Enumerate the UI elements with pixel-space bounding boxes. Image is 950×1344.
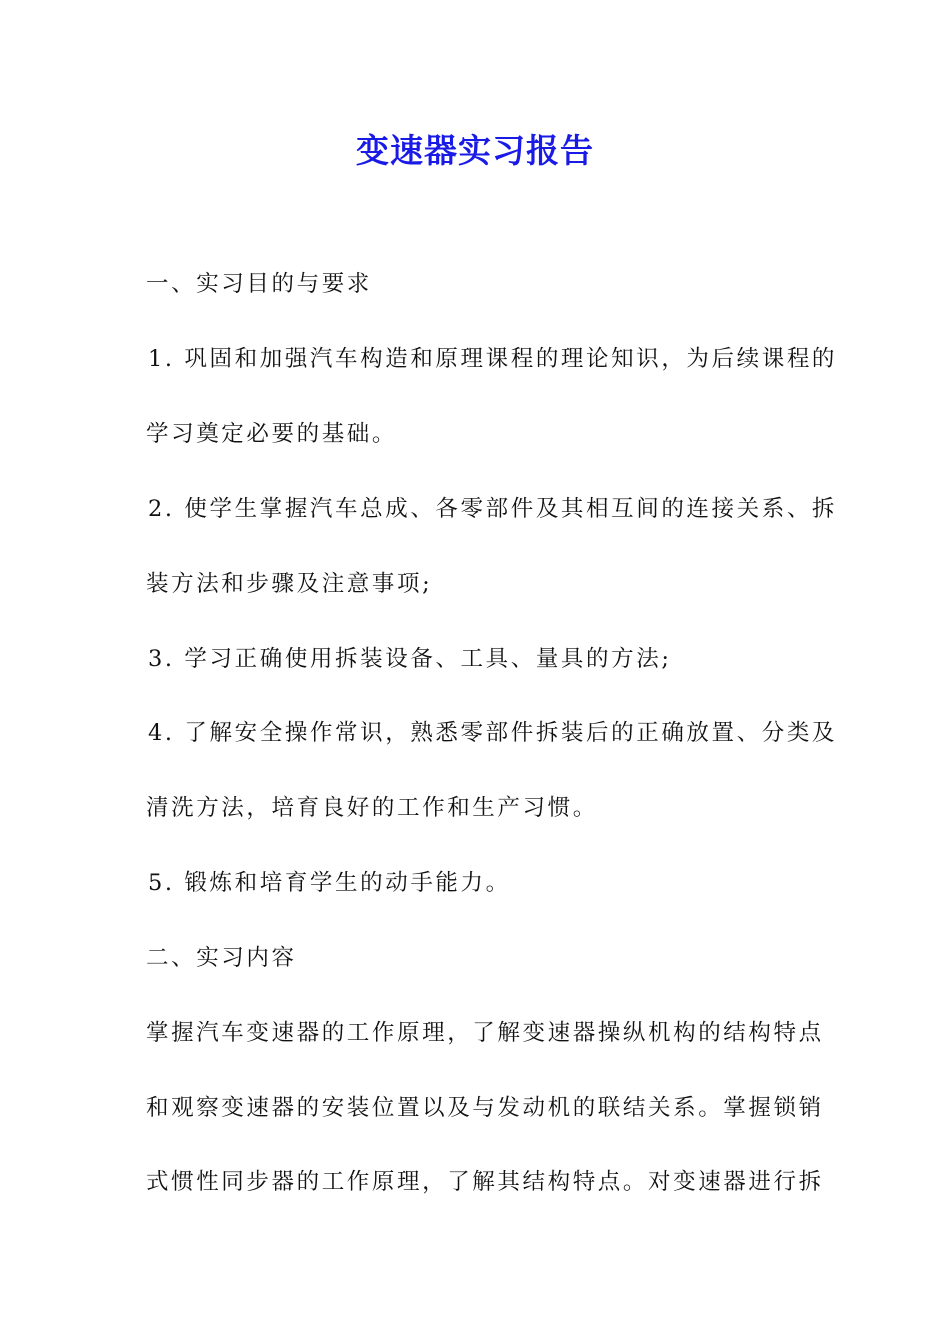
paragraph-line: 学习奠定必要的基础。 bbox=[146, 421, 398, 447]
paragraph-line: 2. 使学生掌握汽车总成、各零部件及其相互间的连接关系、拆 bbox=[148, 496, 838, 522]
section-heading-objectives: 一、实习目的与要求 bbox=[146, 271, 372, 297]
paragraph-line: 1. 巩固和加强汽车构造和原理课程的理论知识，为后续课程的 bbox=[148, 346, 838, 372]
paragraph-line: 5. 锻炼和培育学生的动手能力。 bbox=[148, 870, 511, 896]
paragraph-line: 装方法和步骤及注意事项; bbox=[146, 571, 433, 597]
paragraph-line: 3. 学习正确使用拆装设备、工具、量具的方法; bbox=[148, 646, 672, 672]
paragraph-line: 4. 了解安全操作常识，熟悉零部件拆装后的正确放置、分类及 bbox=[148, 720, 838, 746]
paragraph-line: 和观察变速器的安装位置以及与发动机的联结关系。掌握锁销 bbox=[146, 1095, 824, 1121]
document-title: 变速器实习报告 bbox=[356, 131, 594, 170]
paragraph-line: 清洗方法，培育良好的工作和生产习惯。 bbox=[146, 795, 598, 821]
section-heading-content: 二、实习内容 bbox=[146, 945, 297, 971]
paragraph-line: 掌握汽车变速器的工作原理，了解变速器操纵机构的结构特点 bbox=[146, 1020, 824, 1046]
paragraph-line: 式惯性同步器的工作原理，了解其结构特点。对变速器进行拆 bbox=[146, 1169, 824, 1195]
